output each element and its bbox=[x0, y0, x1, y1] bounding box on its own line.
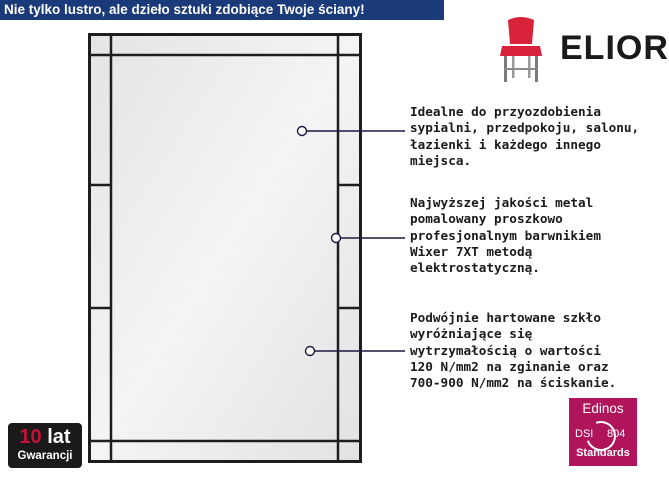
callout-placement bbox=[410, 104, 639, 169]
warranty-years: 10 bbox=[19, 426, 42, 448]
promo-banner-text: Nie tylko lustro, ale dzieło sztuki zdobiące Twoje ściany! bbox=[4, 2, 365, 17]
warranty-label: Gwarancji bbox=[17, 450, 73, 462]
mirror-illustration bbox=[88, 33, 362, 463]
callout-line: miejsca. bbox=[410, 152, 472, 168]
callout-glass bbox=[410, 310, 616, 391]
callout-line: Najwyższej jakości metal bbox=[410, 195, 594, 210]
callout-line: łazienki i każdego innego bbox=[410, 136, 601, 152]
callout-line: sypialni, przedpokoju, salonu, bbox=[410, 120, 640, 136]
edinos-dsi: DSI bbox=[575, 428, 594, 440]
callout-line: wytrzymałością o wartości bbox=[410, 342, 601, 358]
callout-line: elektrostatyczną. bbox=[410, 260, 540, 276]
callout-line: wyróżniające się bbox=[410, 326, 533, 342]
edinos-standards-badge bbox=[569, 398, 637, 466]
edinos-name: Edinos bbox=[582, 401, 624, 416]
callout-line: 700-900 N/mm2 na ściskanie. bbox=[410, 375, 617, 391]
warranty-badge bbox=[8, 423, 82, 468]
edinos-standards: Standards bbox=[576, 447, 630, 459]
callout-line: profesjonalnym barwnikiem bbox=[410, 227, 601, 243]
callout-line: Podwójnie hartowane szkło bbox=[410, 310, 601, 325]
callout-metal bbox=[410, 195, 601, 276]
callout-line: Idealne do przyozdobienia bbox=[410, 104, 601, 119]
warranty-unit: lat bbox=[47, 426, 71, 448]
brand-name: ELIOR bbox=[560, 29, 669, 67]
callout-line: Wixer 7XT metodą bbox=[410, 243, 533, 259]
callout-line: 120 N/mm2 na zginanie oraz bbox=[410, 358, 609, 374]
edinos-number: 804 bbox=[607, 428, 626, 440]
promo-banner bbox=[0, 0, 444, 20]
callout-line: pomalowany proszkowo bbox=[410, 211, 563, 227]
